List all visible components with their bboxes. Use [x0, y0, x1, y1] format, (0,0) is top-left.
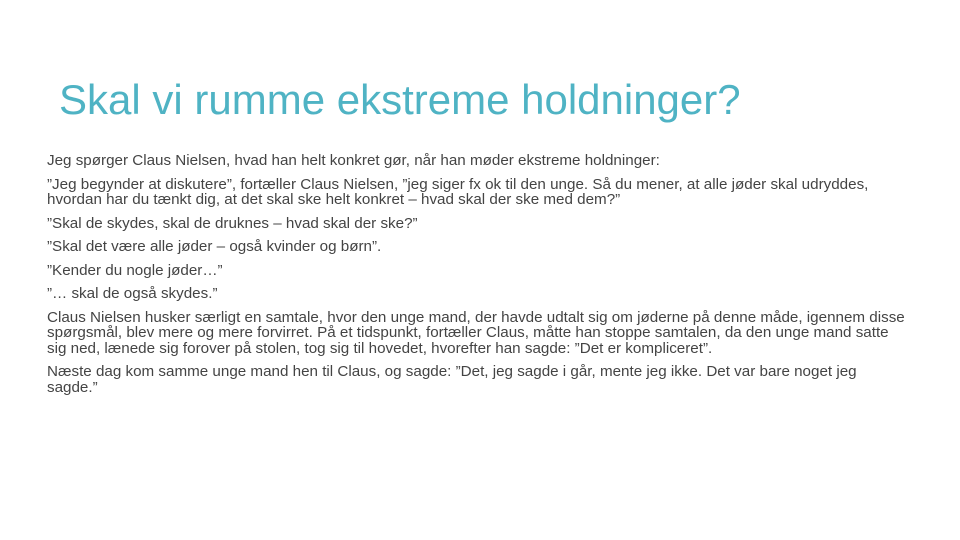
paragraph-next-day: Næste dag kom samme unge mand hen til Claus, og sagde: ”Det, jeg sagde i går, mente jeg ikke. Det var bare noget jeg sagde.” [47, 363, 857, 396]
paragraph-story: Claus Nielsen husker særligt en samtale, hvor den unge mand, der havde udtalt sig om jøderne på denne måde, igennem disse spørgsmål, blev mere og mere forvirret. På et tidspunkt, fortæller Claus, måtte han stoppe samtalen, da den unge mand satte sig ned, lænede sig forover på stolen, tog sig til hovedet, hvorefter han sagde: ”Det er kompliceret”. [47, 308, 905, 357]
paragraph-quote-also: ”… skal de også skydes.” [47, 285, 218, 302]
slide-body [47, 153, 907, 403]
slide-title: Skal vi rumme ekstreme holdninger? [59, 76, 741, 123]
paragraph-intro: Jeg spørger Claus Nielsen, hvad han helt konkret gør, når han møder ekstreme holdninger: [47, 152, 660, 169]
paragraph-quote-discuss: ”Jeg begynder at diskutere”, fortæller Claus Nielsen, ”jeg siger fx ok til den unge. Så du mener, at alle jøder skal udryddes, hvordan har du tænkt dig, at det skal ske helt konkret – hvad skal der ske med dem?” [47, 175, 869, 208]
paragraph-quote-know: ”Kender du nogle jøder…” [47, 261, 223, 279]
paragraph-quote-shoot: ”Skal de skydes, skal de druknes – hvad skal der ske?” [47, 214, 418, 232]
paragraph-quote-all: ”Skal det være alle jøder – også kvinder og børn”. [47, 238, 382, 255]
